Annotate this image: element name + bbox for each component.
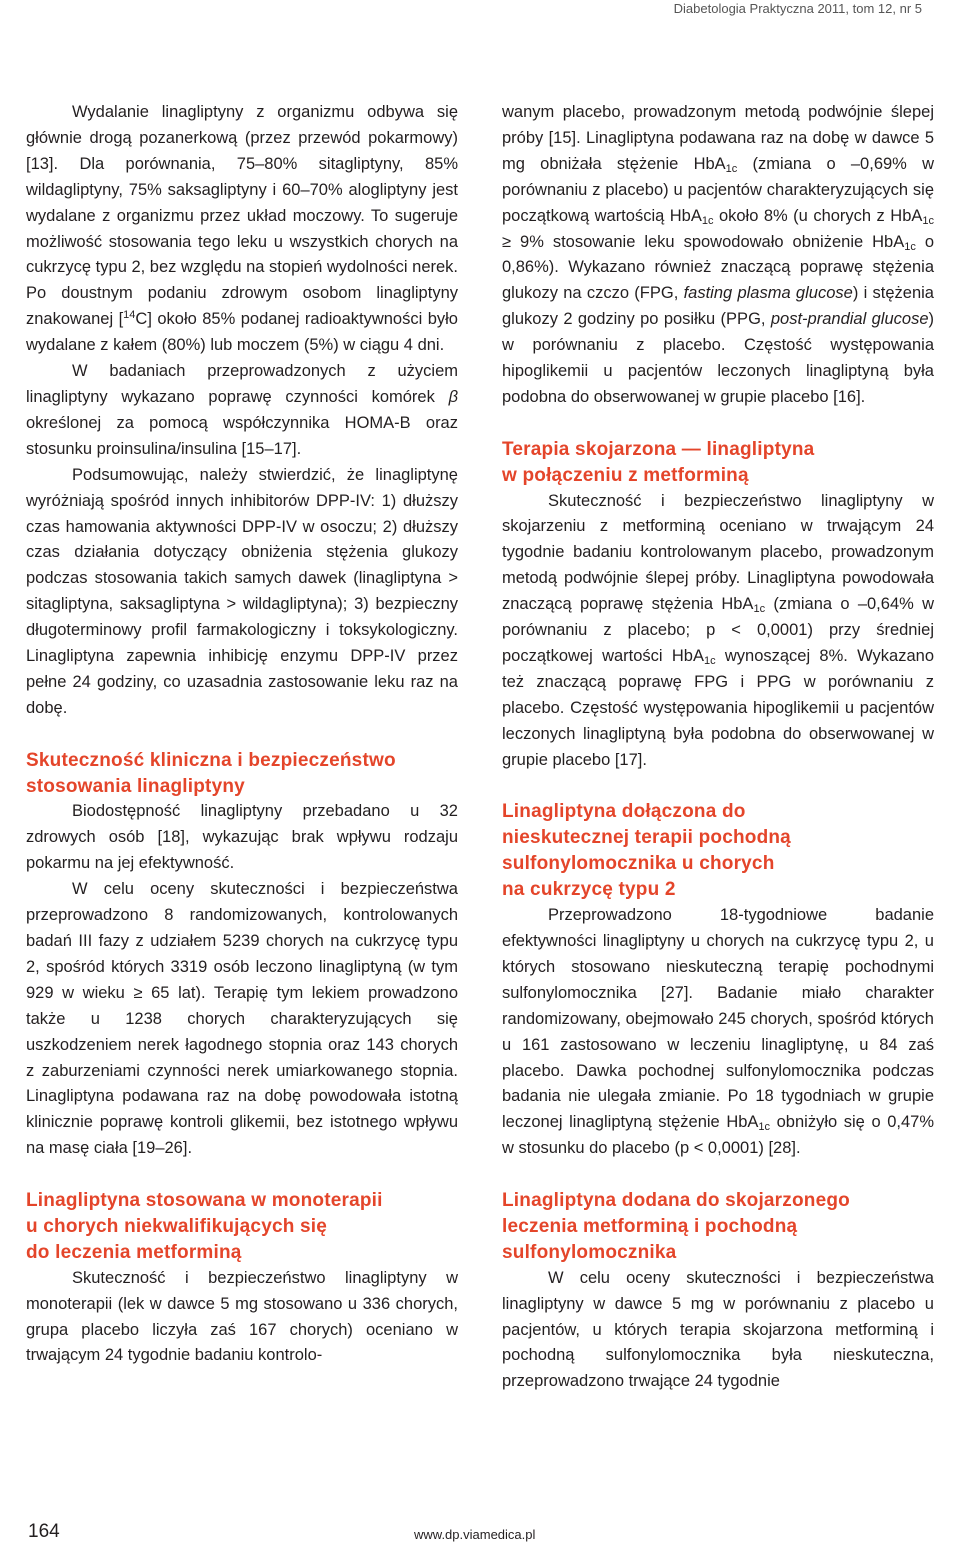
footer-url-link[interactable]: www.dp.viamedica.pl (414, 1527, 536, 1542)
italic-text: β (448, 387, 458, 406)
section-heading-line: nieskutecznej terapii pochodną (502, 827, 791, 849)
text-run: Podsumowując, należy stwierdzić, że linagliptynę wyróżniają spośród innych inhibitorów DPP-IV: 1) dłuższy czas hamowania aktywności DPP-IV w osoczu; 2) dłuższy czas działania dotyczący obniżenia stężenia glukozy podczas stosowania takich samych dawek (linagliptyna > sitagliptyna, saksagliptyna > wildagliptyna); 3) bezpieczny długoterminowy profil farmakologiczny i toksykologiczny. Linagliptyna zapewnia inhibicję enzymu DPP-IV przez pełne 24 godziny, co uzasadnia zastosowanie leku raz na dobę. (26, 465, 458, 717)
subscript-text: 1c (701, 214, 714, 227)
body-paragraph (502, 100, 934, 411)
section-gap (502, 774, 934, 800)
body-paragraph (502, 1266, 934, 1396)
body-paragraph (26, 1266, 458, 1370)
section-heading (26, 748, 458, 800)
body-paragraph (502, 903, 934, 1162)
text-run: W badaniach przeprowadzonych z użyciem linagliptyny wykazano poprawę czynności komórek (26, 362, 458, 406)
superscript-text: 14 (123, 309, 136, 322)
italic-text: fasting plasma glucose (683, 284, 853, 303)
text-run: ) i stężenia glukozy 2 godziny po posiłku (PPG, (502, 284, 934, 329)
section-heading (502, 437, 934, 489)
body-paragraph (26, 463, 458, 722)
subscript-text: 1c (922, 214, 934, 227)
subscript-text: 1c (725, 162, 738, 175)
body-paragraph (26, 877, 458, 1162)
left-column (26, 100, 458, 1369)
section-gap (26, 722, 458, 748)
section-heading-line: Skuteczność kliniczna i bezpieczeństwo (26, 749, 396, 771)
text-run: W celu oceny skuteczności i bezpieczeństwa przeprowadzono 8 randomizowanych, kontrolowanych badań III fazy z udziałem 5239 chorych na cukrzycę typu 2, spośród których 3319 osób leczono linagliptyną (w tym 929 w wieku ≥ 65 lat). Terapię tym lekiem prowadzono także u 1238 chorych charakteryzujących się uszkodzeniem nerek łagodnego stopnia oraz 143 chorych z zaburzeniami czynności nerek umiarkowanego stopnia. Linagliptyna podawana raz na dobę powodowała istotną klinicznie poprawę kontroli glikemii, bez istotnego wpływu na masę ciała [19–26]. (26, 880, 458, 1158)
section-heading-line: sulfonylomocznika (502, 1241, 677, 1263)
text-run: W celu oceny skuteczności i bezpieczeństwa linagliptyny w dawce 5 mg w porównaniu z placebo u pacjentów, u których terapia skojarzona metforminą i pochodną sulfonylomocznika była nieskuteczna, przeprowadzono trwające 24 tygodnie (502, 1268, 934, 1391)
text-run: o 0,86%). Wykazano również znaczącą poprawę stężenia glukozy na czczo (FPG, (502, 232, 934, 303)
subscript-text: 1c (703, 655, 716, 668)
text-run: Skuteczność i bezpieczeństwo linagliptyny w monoterapii (lek w dawce 5 mg stosowano u 336 chorych, grupa placebo liczyła zaś 167 chorych) oceniano w trwającym 24 tygodnie badaniu kontrolo- (26, 1268, 458, 1365)
page-number: 164 (28, 1521, 60, 1542)
section-heading-line: w połączeniu z metforminą (502, 464, 749, 486)
section-heading-line: stosowania linagliptyny (26, 775, 245, 797)
italic-text: post-prandial glucose (770, 310, 929, 329)
body-paragraph (502, 489, 934, 774)
section-heading-line: Linagliptyna stosowana w monoterapii (26, 1190, 383, 1212)
section-gap (502, 1162, 934, 1188)
text-run: Wydalanie linagliptyny z organizmu odbywa się głównie drogą pozanerkową (przez przewód pokarmowy) [13]. Dla porównania, 75–80% sitagliptyny, 85% wildagliptyny, 75% saksagliptyny i 60–70% alogliptyny jest wydalane z organizmu przez układ moczowy. To sugeruje możliwość stosowania tego leku u wszystkich chorych na cukrzycę typu 2, bez względu na stopień wydolności nerek. Po doustnym podaniu zdrowym osobom linagliptyny znakowanej [ (26, 103, 458, 329)
subscript-text: 1c (904, 240, 916, 253)
section-gap (502, 411, 934, 437)
text-run: wynoszącej 8%. Wykazano też znaczącą poprawę FPG i PPG w porównaniu z placebo. Częstość występowania hipoglikemii u pacjentów leczonych linagliptyną była podobna do obserwowanej w grupie placebo [17]. (502, 647, 934, 769)
text-run: Przeprowadzono 18-tygodniowe badanie efektywności linagliptyny u chorych na cukrzycę typu 2, u których stosowano nieskuteczną terapię pochodnymi sulfonylomocznika [27]. Badanie miało charakter randomizowany, obejmowało 245 chorych, spośród których u 161 zastosowano w leczeniu linagliptynę, u 84 zaś placebo. Dawka pochodnej sulfonylomocznika podczas badania nie ulegała zmianie. Po 18 tygodniach w grupie leczonej linagliptyną stężenie HbA (502, 906, 934, 1132)
body-paragraph (26, 100, 458, 359)
subscript-text: 1c (758, 1121, 771, 1134)
text-run: Skuteczność i bezpieczeństwo linagliptyny w skojarzeniu z metforminą oceniano w trwającym 24 tygodnie badaniu kontrolowanym placebo, prowadzonym metodą podwójnie ślepej próby. Linagliptyna powodowała znaczącą poprawę stężenia HbA (502, 491, 934, 614)
text-run: wanym placebo, prowadzonym metodą podwójnie ślepej próby [15]. Linagliptyna podawana raz na dobę w dawce 5 mg obniżała stężenie HbA (502, 103, 934, 173)
section-heading-line: leczenia metforminą i pochodną (502, 1215, 798, 1237)
section-heading-line: do leczenia metforminą (26, 1241, 242, 1263)
text-run: ≥ 9% stosowanie leku spowodowało obniżenie HbA (502, 232, 905, 251)
section-heading-line: u chorych niekwalifikujących się (26, 1215, 328, 1237)
text-run: (zmiana o –0,64% w porównaniu z placebo; p < 0,0001) przy średniej początkowej wartości HbA (502, 595, 935, 666)
section-heading (26, 1188, 458, 1266)
section-heading-line: Linagliptyna dodana do skojarzonego (502, 1190, 850, 1212)
body-paragraph (26, 359, 458, 463)
text-run: obniżyło się o 0,47% w stosunku do placebo (p < 0,0001) [28]. (502, 1113, 934, 1158)
section-heading (502, 799, 934, 903)
text-run: Biodostępność linagliptyny przebadano u 32 zdrowych osób [18], wykazując brak wpływu rodzaju pokarmu na jej efektywność. (26, 802, 458, 873)
text-run: ) w porównaniu z placebo. Częstość występowania hipoglikemii u pacjentów leczonych linagliptyną była podobna do obserwowanej w grupie placebo [16]. (502, 310, 934, 406)
subscript-text: 1c (753, 603, 766, 616)
text-run: (zmiana o –0,69% w porównaniu z placebo) u pacjentów charakteryzujących się początkową wartością HbA (502, 154, 934, 225)
section-heading (502, 1188, 934, 1266)
body-paragraph (26, 799, 458, 877)
section-heading-line: na cukrzycę typu 2 (502, 879, 676, 901)
text-run: określonej za pomocą współczynnika HOMA-B oraz stosunku proinsulina/insulina [15–17]. (26, 413, 458, 458)
section-heading-line: Terapia skojarzona — linagliptyna (502, 438, 815, 460)
text-run: około 8% (u chorych z HbA (713, 206, 923, 225)
section-heading-line: sulfonylomocznika u chorych (502, 853, 775, 875)
section-gap (26, 1162, 458, 1188)
section-heading-line: Linagliptyna dołączona do (502, 801, 746, 823)
right-column (502, 100, 934, 1395)
text-run: C] około 85% podanej radioaktywności było wydalane z kałem (80%) lub moczem (5%) w ciągu 4 dni. (26, 310, 458, 355)
running-head: Diabetologia Praktyczna 2011, tom 12, nr 5 (673, 1, 922, 16)
